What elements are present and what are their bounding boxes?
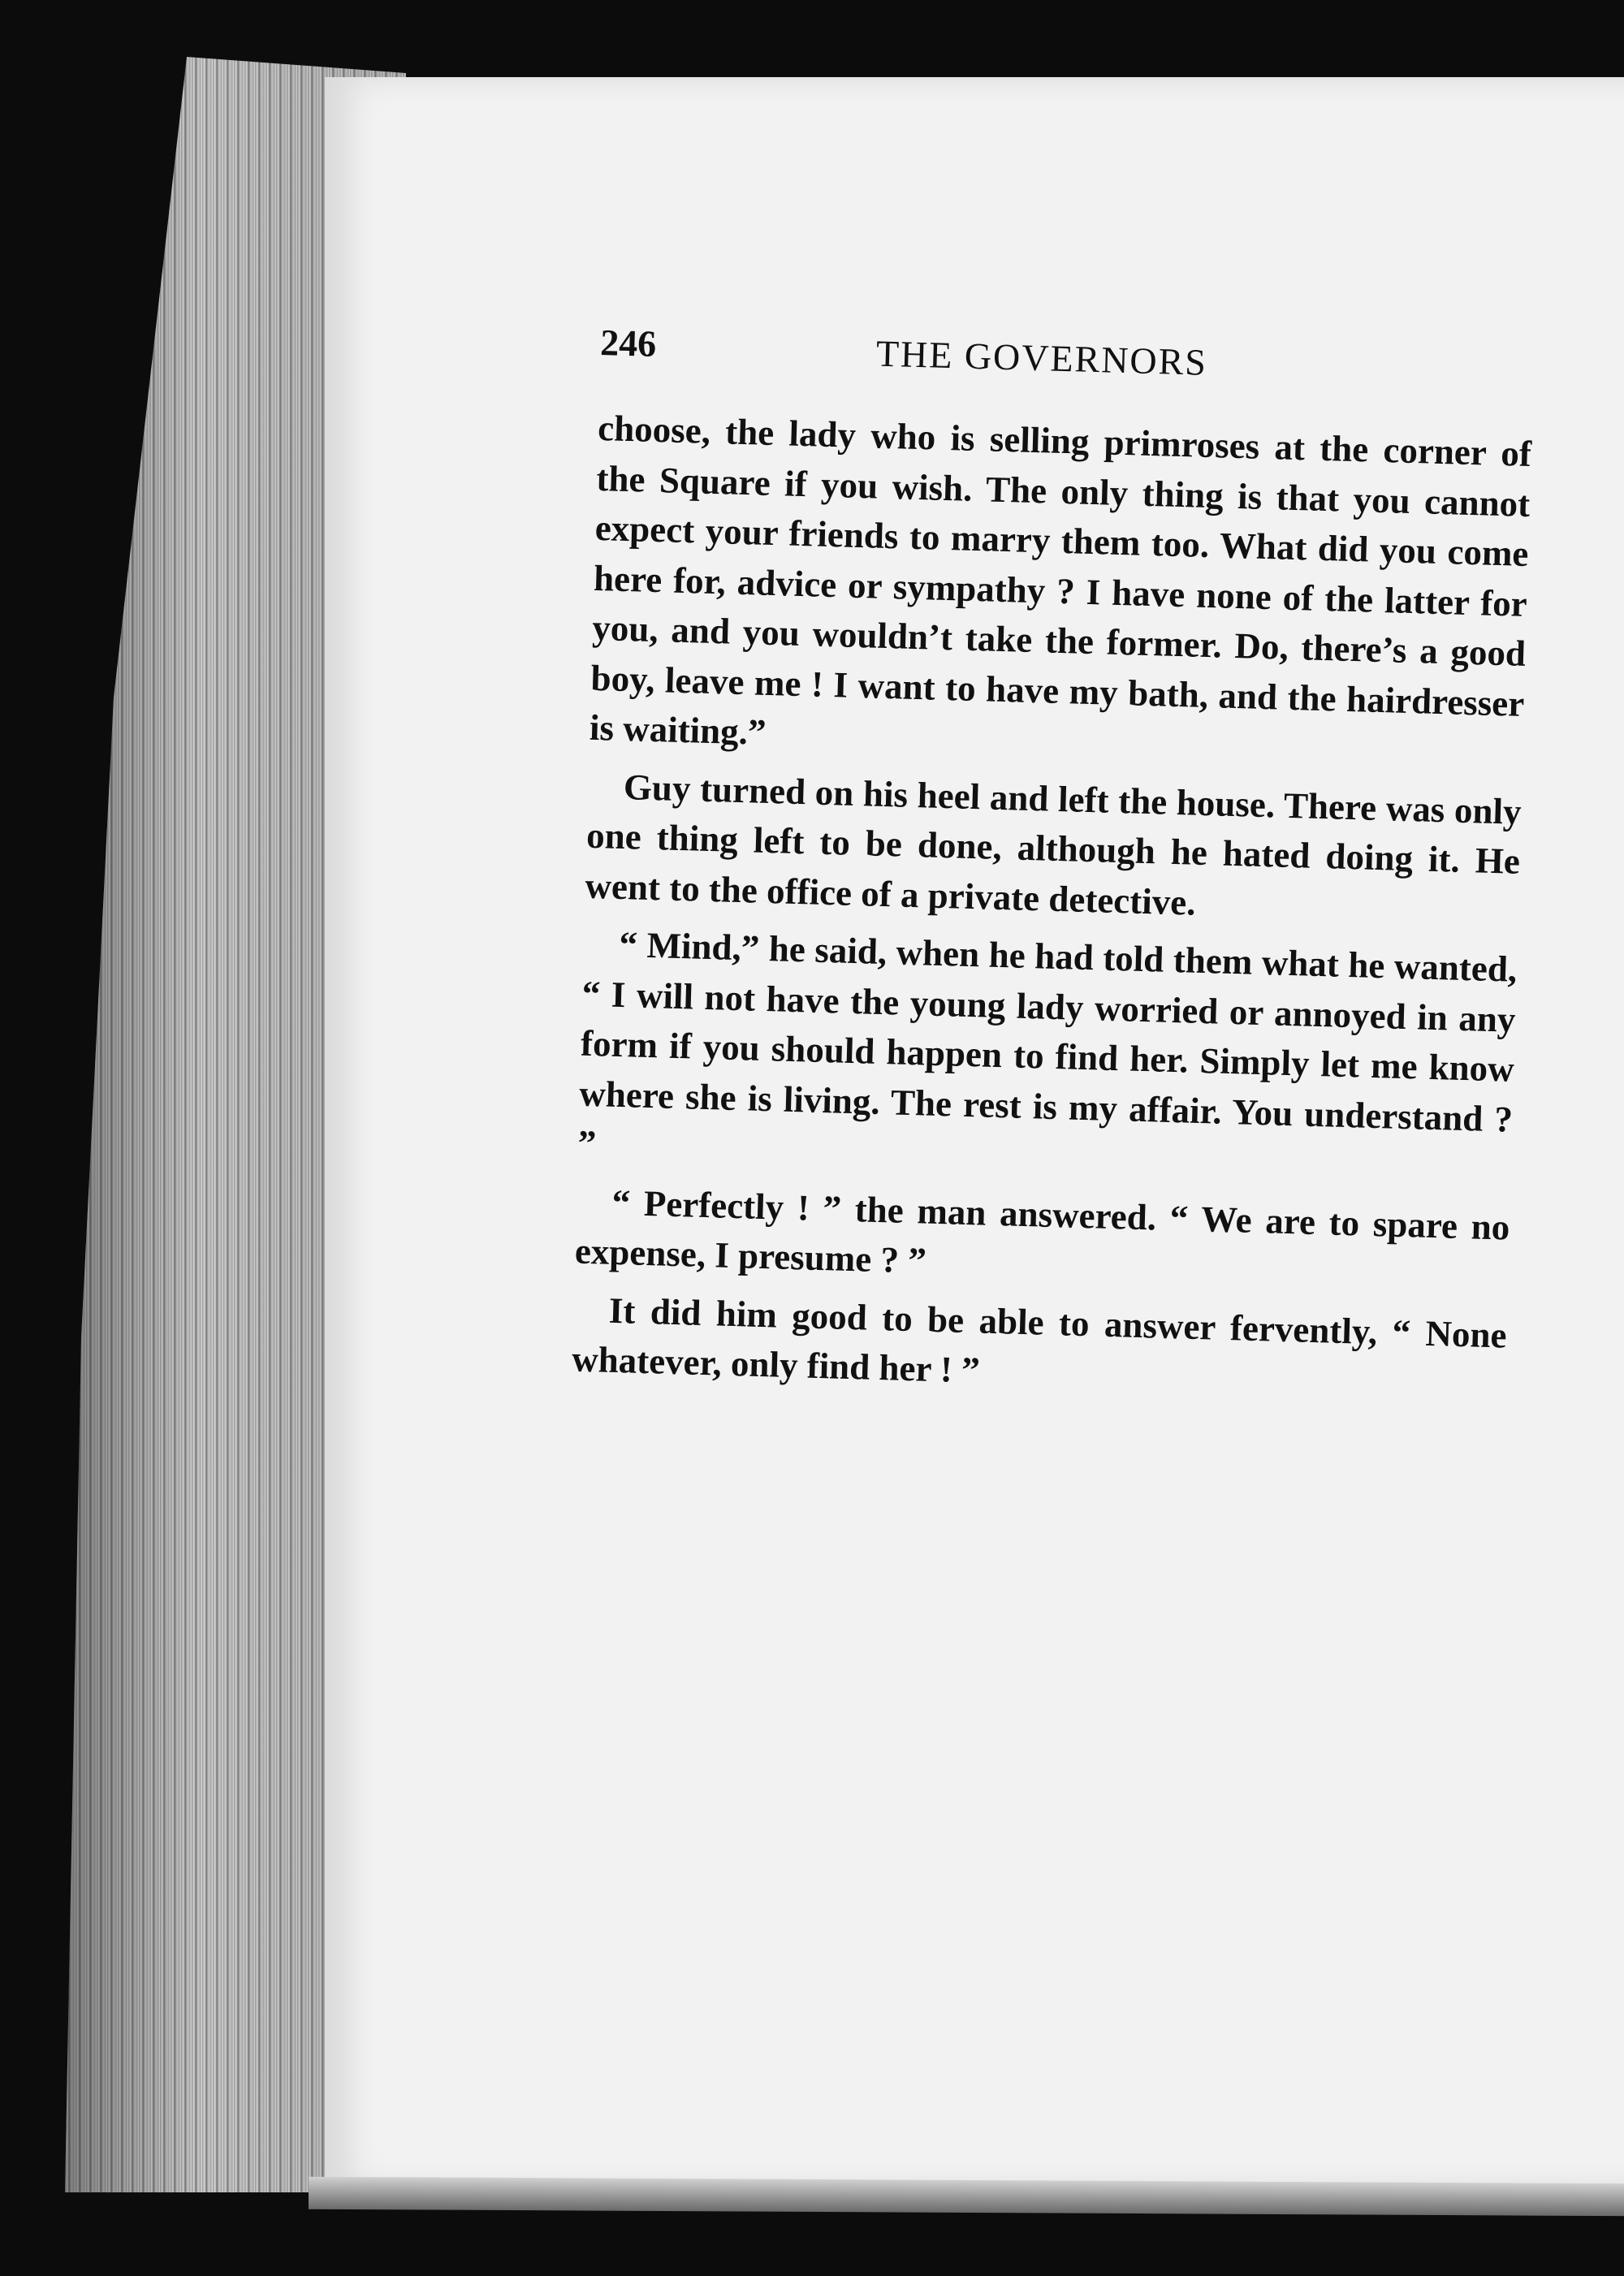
paragraph: Guy turned on his heel and left the house. There was only one thing left to be done, although he hated doing it. He went to the office of a private detective.	[584, 766, 1522, 923]
paragraph: “ Mind,” he said, when he had told them what he wanted, “ I will not have the young lady worried or annoyed in any form if you should happen to find her. Simply let me know where she is living. The rest is my affair. You understand ? ”	[577, 923, 1518, 1164]
paragraph: It did him good to be able to answer fervently, “ None whatever, only find her ! ”	[571, 1289, 1508, 1391]
text-block	[571, 321, 1534, 1419]
paragraph: choose, the lady who is selling primroses at the corner of the Square if you wish. The only thing is that you cannot expect your friends to marry them too. What did you come here for, advice or sympathy ? I have none of the latter for you, and you wouldn’t take the former. Do, there’s a good boy, leave me ! I want to have my bath, and the hairdresser is waiting.”	[589, 407, 1532, 753]
body-text	[571, 404, 1531, 1410]
running-head	[599, 321, 1535, 412]
page-number: 246	[599, 321, 657, 365]
book-page	[325, 77, 1624, 2188]
paragraph: “ Perfectly ! ” the man answered. “ We are to spare no expense, I presume ? ”	[574, 1181, 1510, 1281]
running-title: THE GOVERNORS	[875, 332, 1208, 383]
